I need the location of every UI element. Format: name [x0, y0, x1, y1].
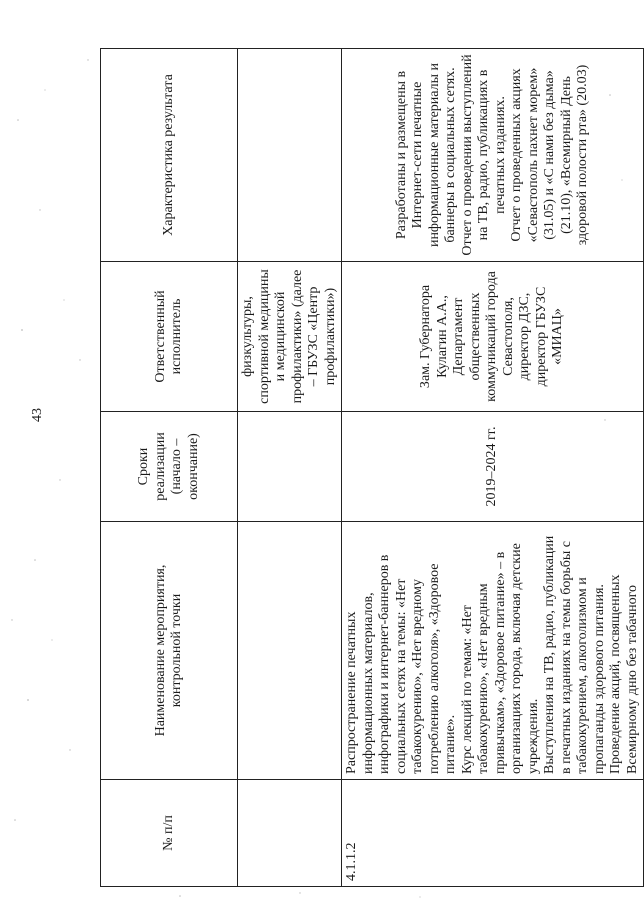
responsible-line-3: директор ДЗС,: [517, 292, 533, 381]
cell-num-empty: [238, 780, 342, 887]
cell-result-empty: [238, 49, 342, 262]
cell-period: 2019–2024 гг.: [342, 412, 644, 522]
rotated-table-container: [100, 49, 640, 887]
cell-num: 4.1.1.2: [342, 780, 644, 887]
header-period: Сроки реализации (начало – окончание): [101, 412, 238, 522]
result-paragraph-3: Отчет о проведенных акциях «Севастополь пахнет морем» (31.05) и «С нами без дыма» (21.10), «Всемирный День здоровой полости рта» (20.03): [509, 64, 590, 246]
result-paragraph-1: Разработаны и размещены в Интернет-сети печатные информационные материалы и баннеры в социальных сетях.: [393, 62, 458, 248]
page-number: 43: [30, 408, 45, 422]
header-name: Наименование мероприятия, контрольной точки: [101, 522, 238, 780]
table-row-4-1-1-2: [342, 49, 644, 887]
name-paragraph-1: Распространение печатных информационных материалов, инфографики и интернет-баннеров в социальных сетях на темы: «Нет табакокурению», «Нет вредному потреблению алкоголя», «Здоровое питание».: [344, 554, 458, 774]
name-paragraph-3: Выступления на ТВ, радио, публикации в печатных изданиях на темы борьбы с табакокурением, алкоголизмом и пропаганды здорового питания.: [542, 535, 607, 774]
header-result: Характеристика результата: [101, 49, 238, 262]
responsible-line-2: Департамент общественных коммуникаций города Севастополя,: [451, 271, 516, 402]
cell-result: [342, 49, 644, 262]
name-paragraph-4: Проведение акций, посвященных Всемирному дню без табачного: [608, 574, 640, 774]
responsible-line-1: Зам. Губернатора Кулагин А.А.,: [418, 284, 450, 389]
responsible-line-4: директор ГБУЗС «МИАЦ»: [533, 286, 566, 387]
cell-responsible-continued: физкультуры, спортивной медицины и медицинской профилактики» (далее – ГБУЗС «Центр профилактики»): [238, 262, 342, 412]
header-num: № п/п: [101, 780, 238, 887]
header-responsible: Ответственный исполнитель: [101, 262, 238, 412]
name-paragraph-2: Курс лекций по темам: «Нет табакокурению», «Нет вредным привычкам», «Здоровое питание» – в организациях города, включая детские учреждения.: [459, 543, 541, 774]
cell-name-empty: [238, 522, 342, 780]
table-row-continuation: [238, 49, 342, 887]
table-header-row: [101, 49, 238, 887]
result-paragraph-2: Отчет о проведении выступлений на ТВ, радио, публикациях в печатных изданиях.: [459, 54, 508, 256]
cell-name: [342, 522, 644, 780]
cell-period-empty: [238, 412, 342, 522]
cell-responsible: [342, 262, 644, 412]
activities-table: [100, 48, 644, 887]
